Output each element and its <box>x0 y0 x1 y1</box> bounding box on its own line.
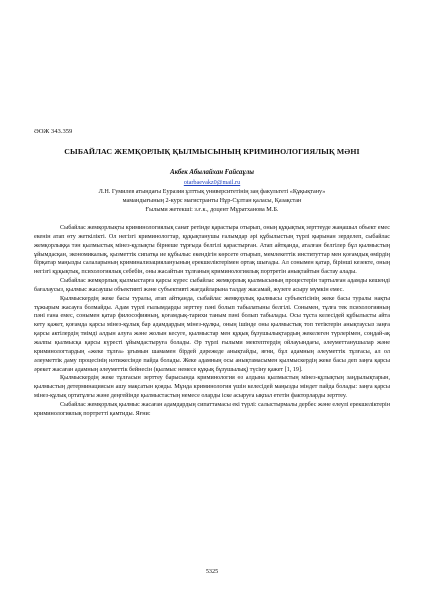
author-name: Акбек Абылайхан Ғайсаұлы <box>170 169 254 176</box>
body-paragraph: Сыбайлас жемқорлықты криминологиялық санат ретінде қарастыра отырып, оның құқықтық зерттеуде жаңашыл объект емес екенін атап өту жеткілікті. Ол негізгі криминологтар, құқықтанушы ғалымдар әрі құбылыстың түрлі қырынан зерделеп, сыбайлас жемқорлыққа тән қылмыстық мінез-құлықты бірнеше тұрғыда белгілі қарастырған. Атап айтқанда, аталған белгілер бұл қылмыстың ұйымдасқан, экономикалық, қызметтік сипатқа ие құбылыс екендігін көрсете отырып, мемлекеттік институттар мен қоғамдық өмірдің бірқатар маңызды салаларының криминализациялануының ерекшеліктерімен ортақ шығады. Ал сонымен қатар, бірінші кезекте, оның негізгі құқықтық, психологиялық себебін, оны жасайтын тұлғаның криминологиялық портретін анықтайтын бастау алады. <box>34 225 390 276</box>
supervisor-line: Ғылыми жетекші: з.ғ.к., доцент Мұратханова М.Б. <box>145 205 279 213</box>
article-body <box>34 224 390 419</box>
affiliation-line: Л.Н. Гумилев атындағы Еуразия ұлттық университетінің заң факультеті «Құқықтану» <box>98 188 326 195</box>
body-paragraph: Сыбайлас жемқорлық қылмыс жасаған адамдардың сипаттамасы екі түрлі: салыстырмалы дербес және елеулі ерекшеліктерін криминологиялық портретті қамтиды. Яғни: <box>34 401 390 417</box>
author-email-link[interactable]: otarbaevakz0@mail.ru <box>183 179 241 186</box>
page-number: 5325 <box>205 568 219 575</box>
body-paragraph: Қылмыскердің жеке тұлғасын зерттеу барысында криминология өз алдына қылмыстың мінез-құлықтың заңдылықтарын, қылмыстың детерминациясын ашу мақсатын қояды. Мұнда криминология үшін келесідей маңызды міндет пайда болады: заңға қарсы мінез-құлық ортатұлғы және деңгейінде қылмыстастың немесе оларды іске асыруға ықпал ететін факторларды зерттеу. <box>34 375 390 400</box>
affiliation-block <box>34 188 390 215</box>
affiliation-line: мамандығының 2-курс магистранты Нұр-Сұлтан қаласы, Қазақстан <box>122 196 302 204</box>
body-paragraph: Қылмыскердің жеке басы туралы, атап айтқанда, сыбайлас жемқорлық қылмысы субъектісінің жеке басы туралы нақты тұжырым жасауға болмайды. Адам түрлі ғылымдарды зерттеу пәні болып табылатыны белгілі. Сонымен, тұлға тек психологияның пәні ғана емес, сонымен қатар философияның, қоғамдық-тарихи таным пәні болып табылады. Осы тұста келесідей құбылысты айта кету қажет, қоғамда қарсы мінез-құлық бар адамдардың мінез-құлқы, оның ішінде оны қылмыстық топ тетіктерін анықтаусыз заңға қарсы актілердің тиімді алдын алуға және жолын кесуге, қылмыстар мен құқық бұзушылықтардың жекелеген түрлерімен, соңдай-ақ жалпы қылмысқа қарсы күресті ұйымдастыруға болады. Әр түрлі ғылыми мектептердің ойлауындағы, әлеуметтанушылар және криминологтардың «жеке тұлға» ұғымын шамамен бірдей дәрежеде анықтайды, яғни, бұл адамның әлеуметтік тұлғасы, ал ол әлеуметтік даму процесінің нәтижесінде пайда болады. Жеке адамның осы анықтамасымен қылмыскердің жеке басы деп заңға қарсы әрекет жасаған адамның әлеуметтік бейнесін (қылмыс немесе құқық бұзушылық) түсіну қажет [1, 19]. <box>34 295 390 373</box>
body-paragraph: Сыбайлас жемқорлық қылмыстарға қарсы күрес сыбайлас жемқорлық қылмысының процестерін тартылған адамды кешенді бағалаусыз, қылмыс жасаушы объективті және субъективті жағдайларына талдау жасамай, жүзеге асыру мүмкін емес. <box>34 278 390 293</box>
article-title: СЫБАЙЛАС ЖЕМҚОРЛЫҚ ҚЫЛМЫСЫНЫҢ КРИМИНОЛОГИЯЛЫҚ МӘНІ <box>64 147 360 156</box>
udk-code: ӘОЖ 343.359 <box>34 128 73 135</box>
